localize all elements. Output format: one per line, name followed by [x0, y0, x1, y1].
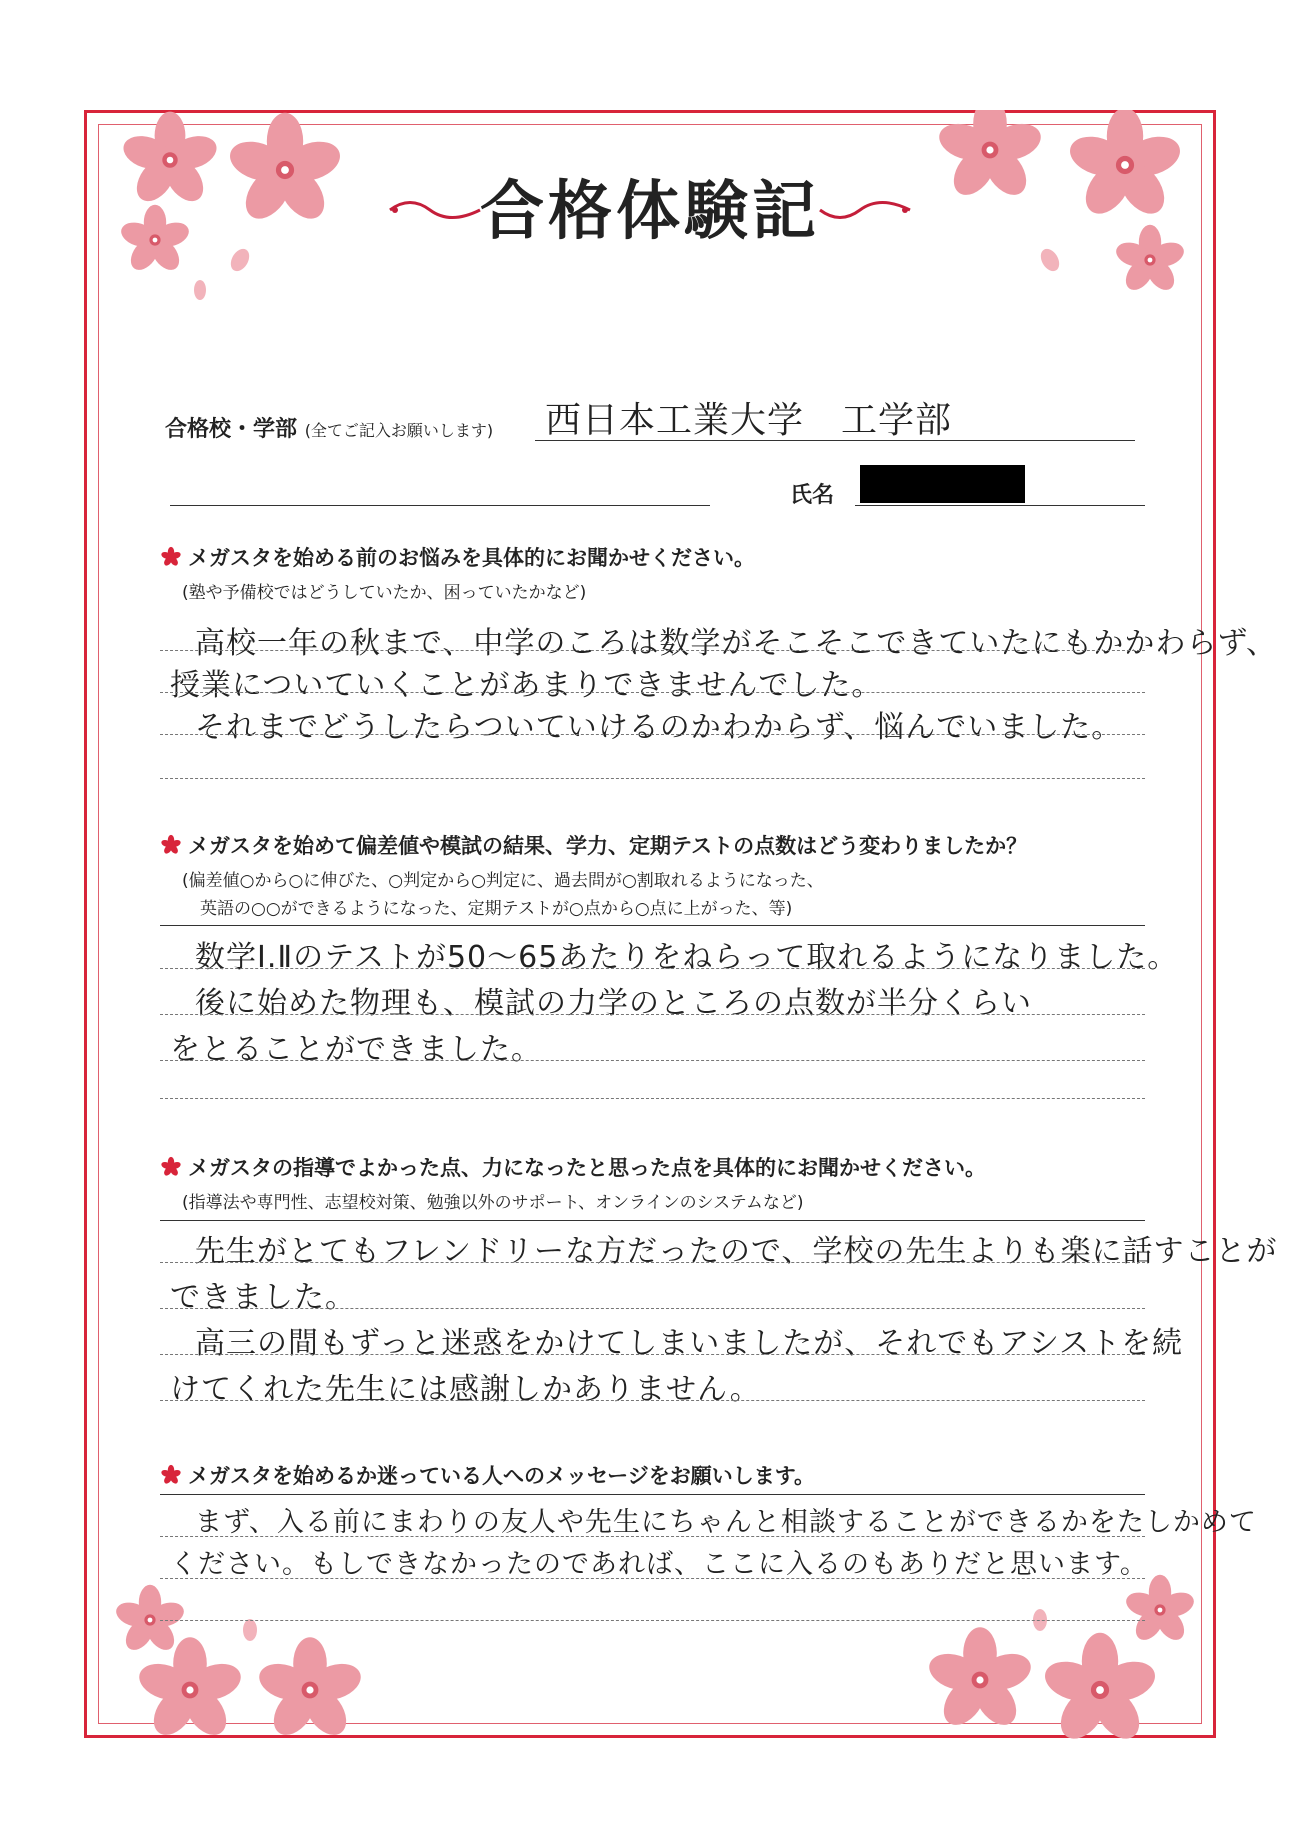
cherry-blossom-decoration-bottom-right: [900, 1560, 1210, 1740]
answer-1-line-1: 高校一年の秋まで、中学のころは数学がそこそこできていたにもかかわらず、: [195, 626, 1277, 661]
question-1-note: (塾や予備校ではどうしていたか、困っていたかなど): [182, 583, 587, 603]
blossom-bullet-icon: [160, 1156, 182, 1178]
answer-3-line-3: 高三の間もずっと迷惑をかけてしまいましたが、それでもアシストを続: [195, 1326, 1184, 1361]
ruled-line: [160, 1262, 1145, 1263]
answer-1-line-3: それまでどうしたらついていけるのかわからず、悩んでいました。: [195, 710, 1123, 745]
school-label-note: (全てご記入お願いします): [304, 421, 494, 440]
question-3-note: (指導法や専門性、志望校対策、勉強以外のサポート、オンラインのシステムなど): [182, 1193, 804, 1213]
ruled-line: [160, 1308, 1145, 1309]
question-2-note-1: (偏差値○から○に伸びた、○判定から○判定に、過去問が○割取れるようになった、: [182, 871, 824, 891]
question-4-text: メガスタを始めるか迷っている人へのメッセージをお願いします。: [188, 1464, 816, 1488]
question-4-title: [160, 1460, 815, 1490]
answer-3-line-4: けてくれた先生には感謝しかありません。: [170, 1372, 761, 1407]
ruled-line: [160, 1620, 1145, 1621]
answer-3-line-1: 先生がとてもフレンドリーな方だったので、学校の先生よりも楽に話すことが: [195, 1234, 1278, 1269]
ruled-line: [160, 734, 1145, 735]
answer-2-line-1: 数学Ⅰ.Ⅱのテストが50～65あたりをねらって取れるようになりました。: [195, 940, 1179, 975]
name-underline: [855, 505, 1145, 506]
question-1-text: メガスタを始める前のお悩みを具体的にお聞かせください。: [188, 546, 755, 570]
answer-2-line-3: をとることができました。: [170, 1032, 542, 1067]
cherry-blossom-decoration-bottom-left: [100, 1560, 400, 1740]
ruled-line: [160, 1220, 1145, 1221]
blossom-bullet-icon: [160, 546, 182, 568]
ruled-line: [160, 925, 1145, 926]
ruled-line: [160, 1578, 1145, 1579]
ruled-line: [160, 1536, 1145, 1537]
blank-underline: [170, 505, 710, 506]
blossom-bullet-icon: [160, 834, 182, 856]
ruled-line: [160, 1494, 1145, 1495]
answer-2-line-2: 後に始めた物理も、模試の力学のところの点数が半分くらい: [195, 986, 1032, 1021]
ruled-line: [160, 1354, 1145, 1355]
school-underline: [535, 440, 1135, 441]
question-3-title: [160, 1152, 986, 1182]
answer-3-line-2: できました。: [170, 1280, 356, 1315]
answer-1-line-2: 授業についていくことがあまりできませんでした。: [170, 668, 883, 703]
ruled-line: [160, 650, 1145, 651]
school-value: 西日本工業大学 工学部: [545, 400, 953, 441]
question-2-note-2: 英語の○○ができるようになった、定期テストが○点から○点に上がった、等): [200, 899, 793, 919]
ruled-line: [160, 1400, 1145, 1401]
question-2-text: メガスタを始めて偏差値や模試の結果、学力、定期テストの点数はどう変わりましたか？: [188, 834, 1028, 858]
school-label: [165, 412, 493, 443]
name-label: 氏名: [790, 483, 835, 508]
answer-4-line-1: まず、入る前にまわりの友人や先生にちゃんと相談することができるかをたしかめて: [195, 1507, 1257, 1538]
ruled-line: [160, 968, 1145, 969]
ruled-line: [160, 692, 1145, 693]
school-label-text: 合格校・学部: [165, 417, 298, 442]
redacted-name: [860, 465, 1025, 503]
ruled-line: [160, 1098, 1145, 1099]
ruled-line: [160, 778, 1145, 779]
question-1-title: [160, 542, 755, 572]
question-2-title: [160, 830, 1027, 860]
ruled-line: [160, 1060, 1145, 1061]
question-3-text: メガスタの指導でよかった点、力になったと思った点を具体的にお聞かせください。: [188, 1156, 986, 1180]
blossom-bullet-icon: [160, 1464, 182, 1486]
answer-4-line-2: ください。もしできなかったのであれば、ここに入るのもありだと思います。: [170, 1549, 1148, 1580]
page-title: 合格体験記: [480, 174, 820, 249]
ruled-line: [160, 1014, 1145, 1015]
